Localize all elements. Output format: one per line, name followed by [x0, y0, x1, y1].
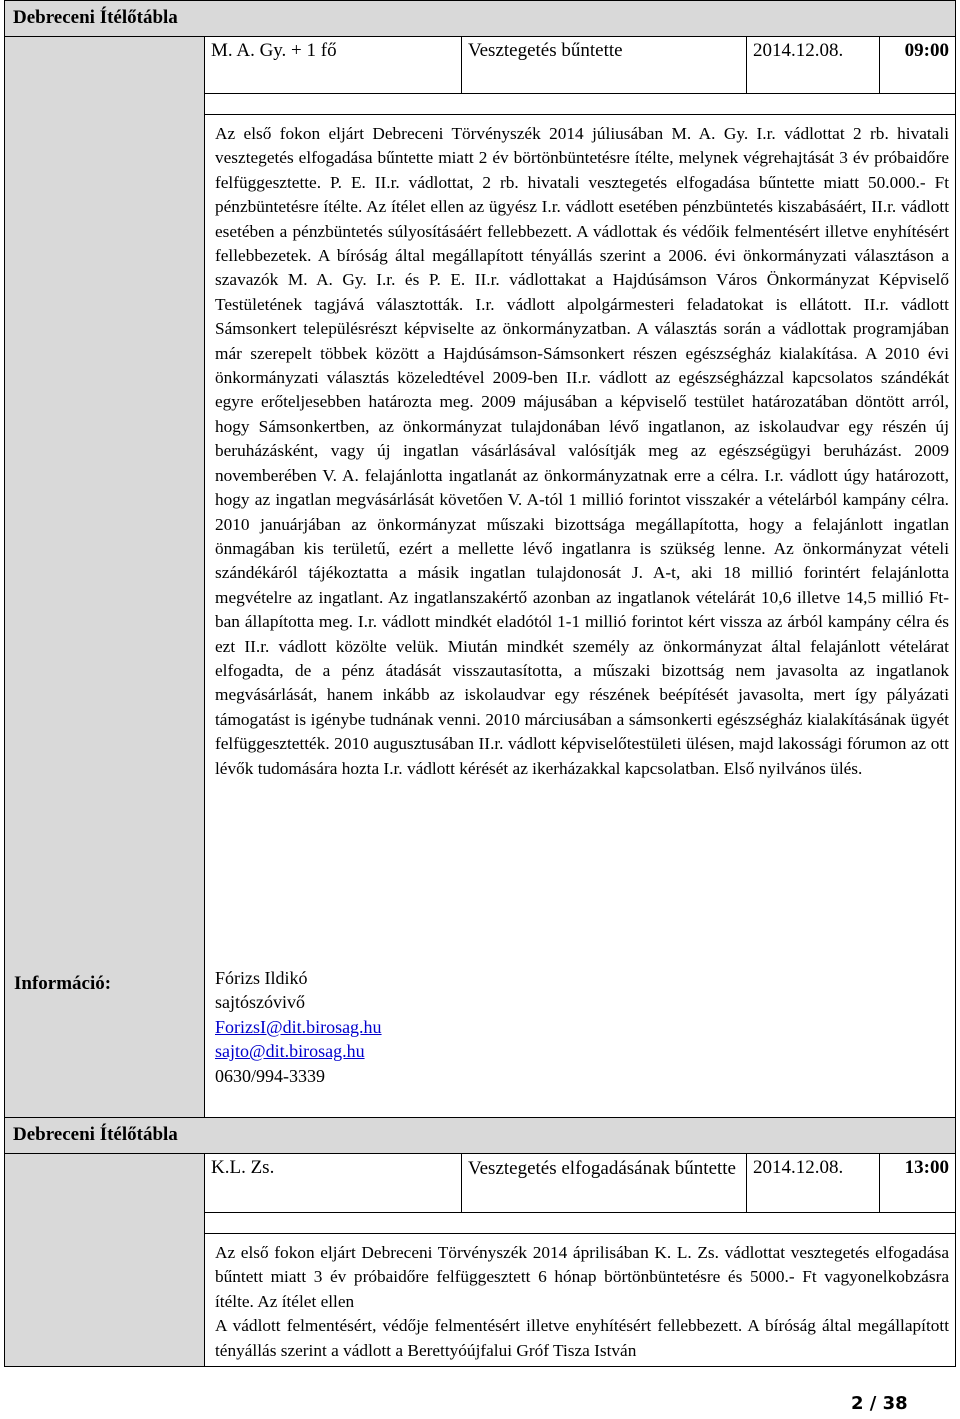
email-link-1[interactable]: ForizsI@dit.birosag.hu: [215, 1016, 382, 1037]
hearing-date: 2014.12.08.: [753, 40, 844, 61]
court-name: Debreceni Ítélőtábla: [13, 7, 178, 28]
case-body-2: [204, 1212, 956, 1367]
date-cell: [746, 1153, 880, 1213]
hearing-date: 2014.12.08.: [753, 1157, 844, 1178]
defendant-cell: [204, 36, 462, 94]
empty-row: [205, 93, 956, 115]
press-contact: [215, 966, 615, 1088]
time-cell: [879, 36, 956, 94]
contact-role: sajtószóvivő: [215, 992, 305, 1013]
contact-phone: 0630/994-3339: [215, 1065, 325, 1086]
info-label: Információ:: [14, 973, 112, 994]
description-paragraph-1: Az első fokon eljárt Debreceni Törvényszék 2014 áprilisában K. L. Zs. vádlottat vesztegetés elfogadása bűntett miatt 3 év próbaidőre felfüggesztett 6 hónap börtönbüntetésre és 5000.- Ft vagyonelkobzásra ítélte. Az ítélet ellen: [215, 1243, 949, 1311]
email-link-2[interactable]: sajto@dit.birosag.hu: [215, 1041, 365, 1062]
hearing-time: 13:00: [904, 1157, 949, 1178]
date-cell: [746, 36, 880, 94]
hearing-time: 09:00: [904, 40, 949, 61]
empty-row: [205, 1212, 956, 1234]
defendant-cell: [204, 1153, 462, 1213]
offense-cell: [461, 1153, 747, 1213]
court-header-2: [4, 1117, 956, 1154]
case-description: [215, 1241, 949, 1363]
label-column-1: [4, 36, 205, 1118]
defendant-name: M. A. Gy. + 1 fő: [211, 40, 337, 61]
offense-name: Vesztegetés bűntette: [468, 40, 623, 61]
court-header-1: [4, 0, 956, 37]
offense-cell: [461, 36, 747, 94]
offense-name: Vesztegetés elfogadásának bűntette: [468, 1158, 736, 1179]
time-cell: [879, 1153, 956, 1213]
page-number: 2 / 38: [851, 1393, 908, 1414]
case-body-1: [204, 93, 956, 1118]
court-name: Debreceni Ítélőtábla: [13, 1124, 178, 1145]
description-paragraph-2: A vádlott felmentésért, védője felmentésért illetve enyhítésért fellebbezett. A bíróság által megállapított tényállás szerint a vádlott a Berettyóújfalui Gróf Tisza István: [215, 1316, 949, 1360]
case-description: Az első fokon eljárt Debreceni Törvényszék 2014 júliusában M. A. Gy. I.r. vádlottat 2 rb. hivatali vesztegetés elfogadása bűntette miatt 2 év börtönbüntetésre ítélte, melynek végrehajtását 3 év próbaidőre felfüggesztette. P. E. II.r. vádlottat, 2 rb. hivatali vesztegetés elfogadása bűntette miatt 50.000.- Ft pénzbüntetésre ítélte. Az ítélet ellen az ügyész I.r. vádlott esetében pénzbüntetés kiszabásáért, II.r. vádlott esetében a pénzbüntetés súlyosításáért fellebbezett. A vádlottak és védőik felmentésért illetve enyhítésért fellebbezetek. A bíróság által megállapított tényállás szerint a 2006. évi önkormányzati választáson a szavazók M. A. Gy. I.r. és P. E. II.r. vádlottakat a Hajdúsámson Város Önkormányzat Képviselő Testületének tagjává választották. I.r. vádlott alpolgármesteri feladatokat is ellátott. II.r. vádlott Sámsonkert településrészt képviselte az önkormányzatban. A választás során a vádlottak programjában már szerepelt többek között a Hajdúsámson-Sámsonkert részen egészségház kialakítása. A 2010 évi önkormányzati választás közeledtével 2009-ben II.r. vádlott az egészségházzal kapcsolatos szándékát egyre erőteljesebben határozta meg. 2009 májusában a képviselő testület határozatában döntött arról, hogy Sámsonkertben, az önkormányzat tulajdonában lévő ingatlanon, az iskolaudvar egy részén új beruházásként, vagy új ingatlan vásárlásával valósítják meg az egészségügyi beruházást. 2009 novemberében V. A. felajánlotta ingatlanát az önkormányzatnak erre a célra. I.r. vádlott úgy határozott, hogy az ingatlan megvásárlását követően V. A-tól 1 millió forintot visszakér a vételárból kampány célra. 2010 januárjában az önkormányzat műszaki bizottsága megállapította, hogy a felajánlott ingatlan önmagában kis területű, ezért a mellette lévő ingatlanra is szükség lenne. Az önkormányzat vételi szándékáról tájékoztatta a másik ingatlan tulajdonosát J. A-t, aki 18 millió forintért felajánlotta megvételre az ingatlant. Az ingatlanszakértő azonban az ingatlanok vételárát 10,6 illetve 14,5 millió Ft-ban állapította meg. I.r. vádlott mindkét eladótól 1-1 millió forintot kért vissza az árból kampány célra és ezt II.r. vádlott közölte velük. Miután mindkét személy az önkormányzat által felajánlott vételárat elfogadta, de a pénz átadását visszautasította, a műszaki bizottság nem javasolta az ingatlanok megvásárlását, hanem inkább az iskolaudvar egy részének beépítését javasolta, mert így pályázati támogatást is igénybe tudnának venni. 2010 márciusában a sámsonkerti egészségház kialakításának ügyét felfüggesztették. 2010 augusztusában II.r. vádlott képviselőtestületi ülésen, majd lakossági fórumon az ott lévők tudomására hozta I.r. vádlott kérését az ikerházakkal kapcsolatban. Első nyilvános ülés.: [215, 124, 949, 778]
label-column-2: [4, 1153, 205, 1367]
defendant-name: K.L. Zs.: [211, 1157, 275, 1178]
contact-name: Fórizs Ildikó: [215, 968, 308, 988]
